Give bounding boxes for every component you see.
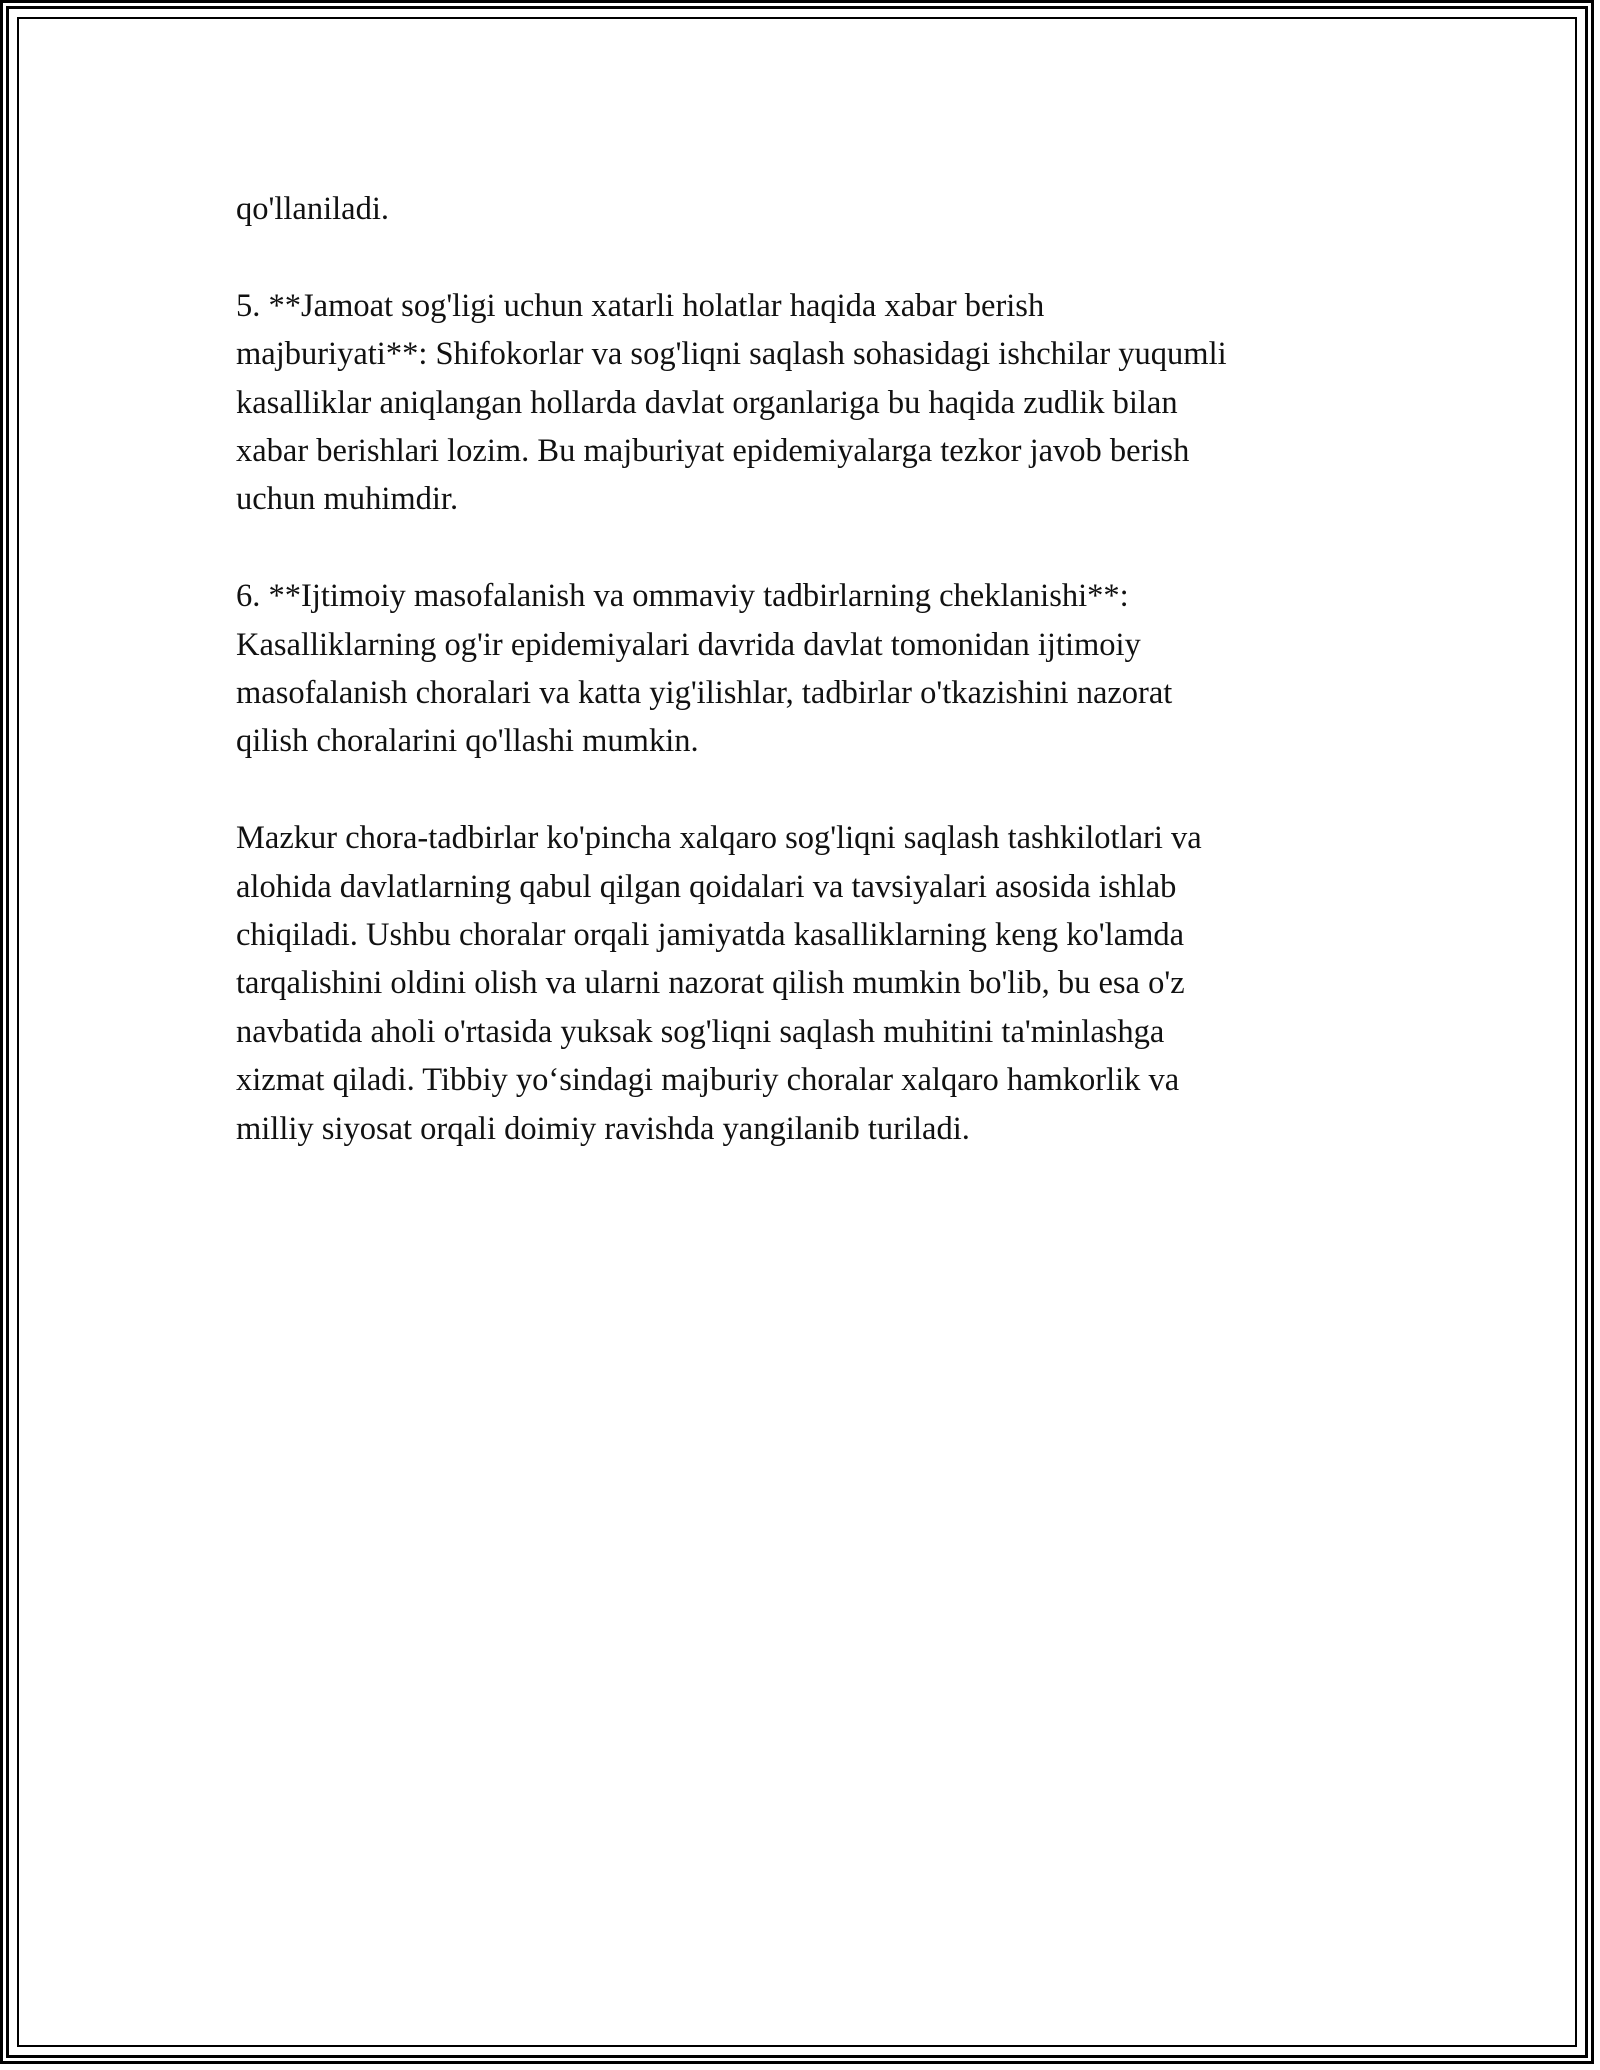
text-line: navbatida aholi o'rtasida yuksak sog'liqni saqlash muhitini ta'minlashga <box>236 1013 1165 1050</box>
text-line: 6. **Ijtimoiy masofalanish va ommaviy tadbirlarning cheklanishi**: <box>236 578 1129 615</box>
text-line: 5. **Jamoat sog'ligi uchun xatarli holatlar haqida xabar berish <box>236 287 1045 324</box>
text-line: xabar berishlari lozim. Bu majburiyat epidemiyalarga tezkor javob berish <box>236 433 1190 470</box>
text-line: alohida davlatlarning qabul qilgan qoidalari va tavsiyalari asosida ishlab <box>236 868 1177 905</box>
text-line: qilish choralarini qo'llashi mumkin. <box>236 723 699 760</box>
paragraph-continuation <box>236 185 1366 233</box>
text-line: qo'llaniladi. <box>236 191 389 227</box>
text-line: kasalliklar aniqlangan hollarda davlat organlariga bu haqida zudlik bilan <box>236 384 1178 421</box>
text-line: milliy siyosat orqali doimiy ravishda yangilanib turiladi. <box>236 1110 970 1147</box>
text-line: chiqiladi. Ushbu choralar orqali jamiyatda kasalliklarning keng ko'lamda <box>236 917 1185 954</box>
text-line: xizmat qiladi. Tibbiy yo‘sindagi majburiy choralar xalqaro hamkorlik va <box>236 1062 1180 1099</box>
text-line: uchun muhimdir. <box>236 481 459 518</box>
text-line: Mazkur chora-tadbirlar ko'pincha xalqaro sog'liqni saqlash tashkilotlari va <box>236 820 1202 857</box>
paragraph-conclusion <box>236 814 1366 1153</box>
text-line: majburiyati**: Shifokorlar va sog'liqni saqlash sohasidagi ishchilar yuqumli <box>236 336 1227 373</box>
paragraph-item-5 <box>236 282 1366 524</box>
text-line: tarqalishini oldini olish va ularni nazorat qilish mumkin bo'lib, bu esa o'z <box>236 965 1185 1002</box>
text-line: Kasalliklarning og'ir epidemiyalari davrida davlat tomonidan ijtimoiy <box>236 626 1141 663</box>
document-body <box>236 185 1366 1201</box>
paragraph-item-6 <box>236 572 1366 766</box>
text-line: masofalanish choralari va katta yig'ilishlar, tadbirlar o'tkazishini nazorat <box>236 675 1173 712</box>
